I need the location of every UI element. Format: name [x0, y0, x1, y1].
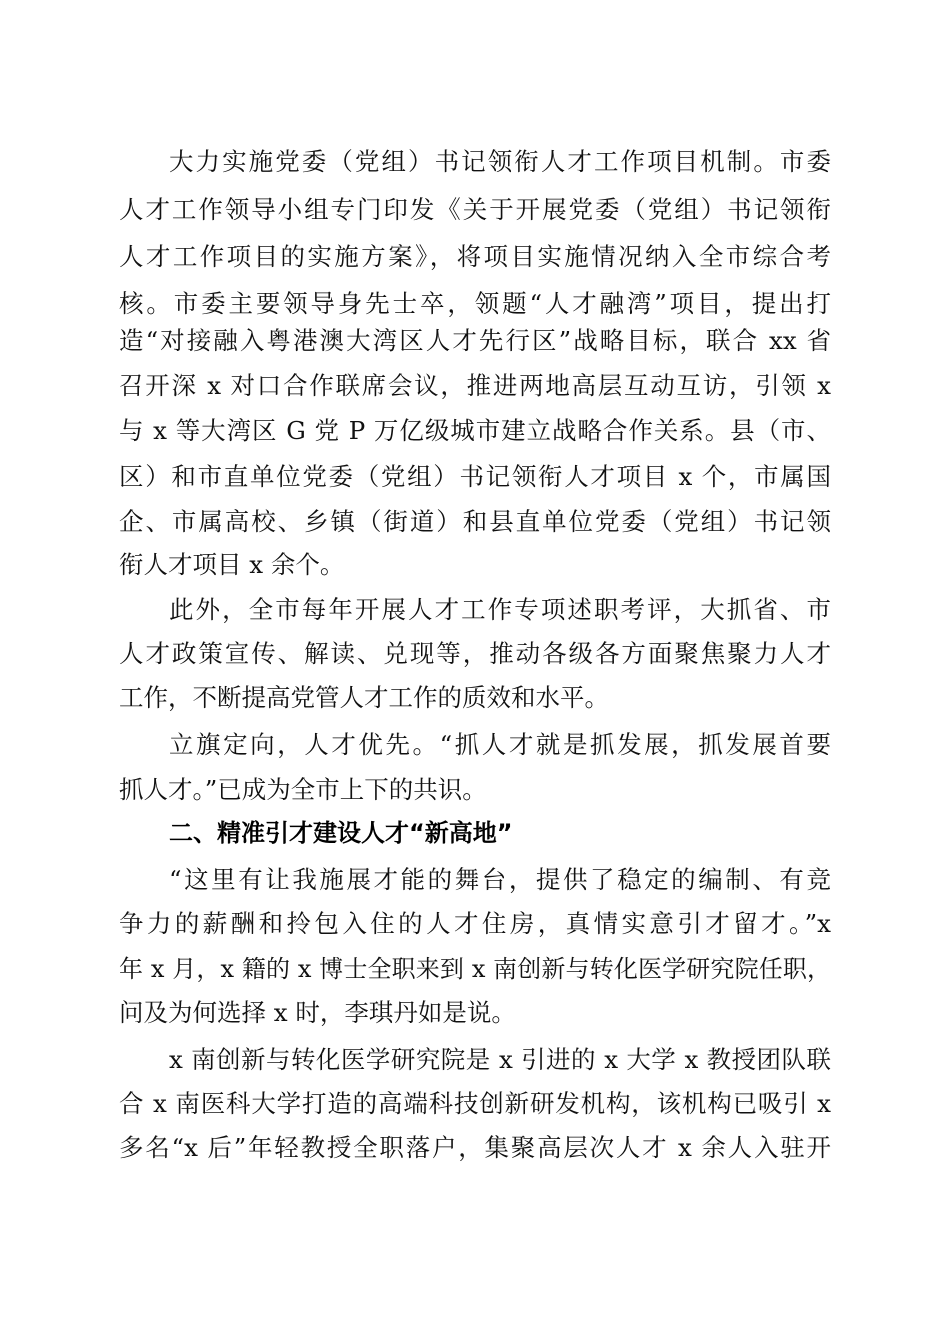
paragraph-1-line-9: 企、市属高校、乡镇（街道）和县直单位党委（党组）书记领	[119, 507, 831, 536]
section-heading: 二、精准引才建设人才“新高地”	[169, 819, 513, 847]
paragraph-5-line-2: 合 x 南医科大学打造的高端科技创新研发机构，该机构已吸引 x	[119, 1089, 831, 1118]
paragraph-5-line-3: 多名“x 后”年轻教授全职落户，集聚高层次人才 x 余人入驻开	[119, 1133, 831, 1162]
paragraph-5-line-1: x 南创新与转化医学研究院是 x 引进的 x 大学 x 教授团队联	[169, 1045, 831, 1074]
paragraph-1-line-5: 造“对接融入粤港澳大湾区人才先行区”战略目标，联合 xx 省	[119, 326, 831, 355]
paragraph-2-line-2: 人才政策宣传、解读、兑现等，推动各级各方面聚焦聚力人才	[119, 639, 831, 668]
paragraph-1-line-3: 人才工作项目的实施方案》，将项目实施情况纳入全市综合考	[119, 242, 831, 271]
paragraph-1-line-2: 人才工作领导小组专门印发《关于开展党委（党组）书记领衔	[119, 195, 831, 224]
paragraph-1-line-8: 区）和市直单位党委（党组）书记领衔人才项目 x 个，市属国	[119, 462, 831, 491]
paragraph-1-line-1: 大力实施党委（党组）书记领衔人才工作项目机制。市委	[169, 147, 831, 176]
paragraph-1-line-7: 与 x 等大湾区 G 党 P 万亿级城市建立战略合作关系。县（市、	[119, 416, 831, 445]
paragraph-2-line-3: 工作，不断提高党管人才工作的质效和水平。	[119, 683, 609, 712]
paragraph-3-line-2: 抓人才。”已成为全市上下的共识。	[119, 775, 487, 804]
paragraph-4-line-1: “这里有让我施展才能的舞台，提供了稳定的编制、有竞	[169, 865, 831, 894]
paragraph-1-line-4: 核。市委主要领导身先士卒，领题“人才融湾”项目，提出打	[119, 289, 831, 318]
paragraph-3-line-1: 立旗定向，人才优先。“抓人才就是抓发展，抓发展首要	[169, 730, 831, 759]
paragraph-1-line-6: 召开深 x 对口合作联席会议，推进两地高层互动互访，引领 x	[119, 371, 831, 400]
paragraph-4-line-4: 问及为何选择 x 时，李琪丹如是说。	[119, 998, 516, 1027]
paragraph-1-line-10: 衔人才项目 x 余个。	[119, 550, 345, 579]
paragraph-4-line-3: 年 x 月，x 籍的 x 博士全职来到 x 南创新与转化医学研究院任职，	[119, 955, 831, 983]
paragraph-4-line-2: 争力的薪酬和拎包入住的人才住房，真情实意引才留才。”x	[119, 909, 831, 938]
paragraph-2-line-1: 此外，全市每年开展人才工作专项述职考评，大抓省、市	[169, 595, 831, 624]
